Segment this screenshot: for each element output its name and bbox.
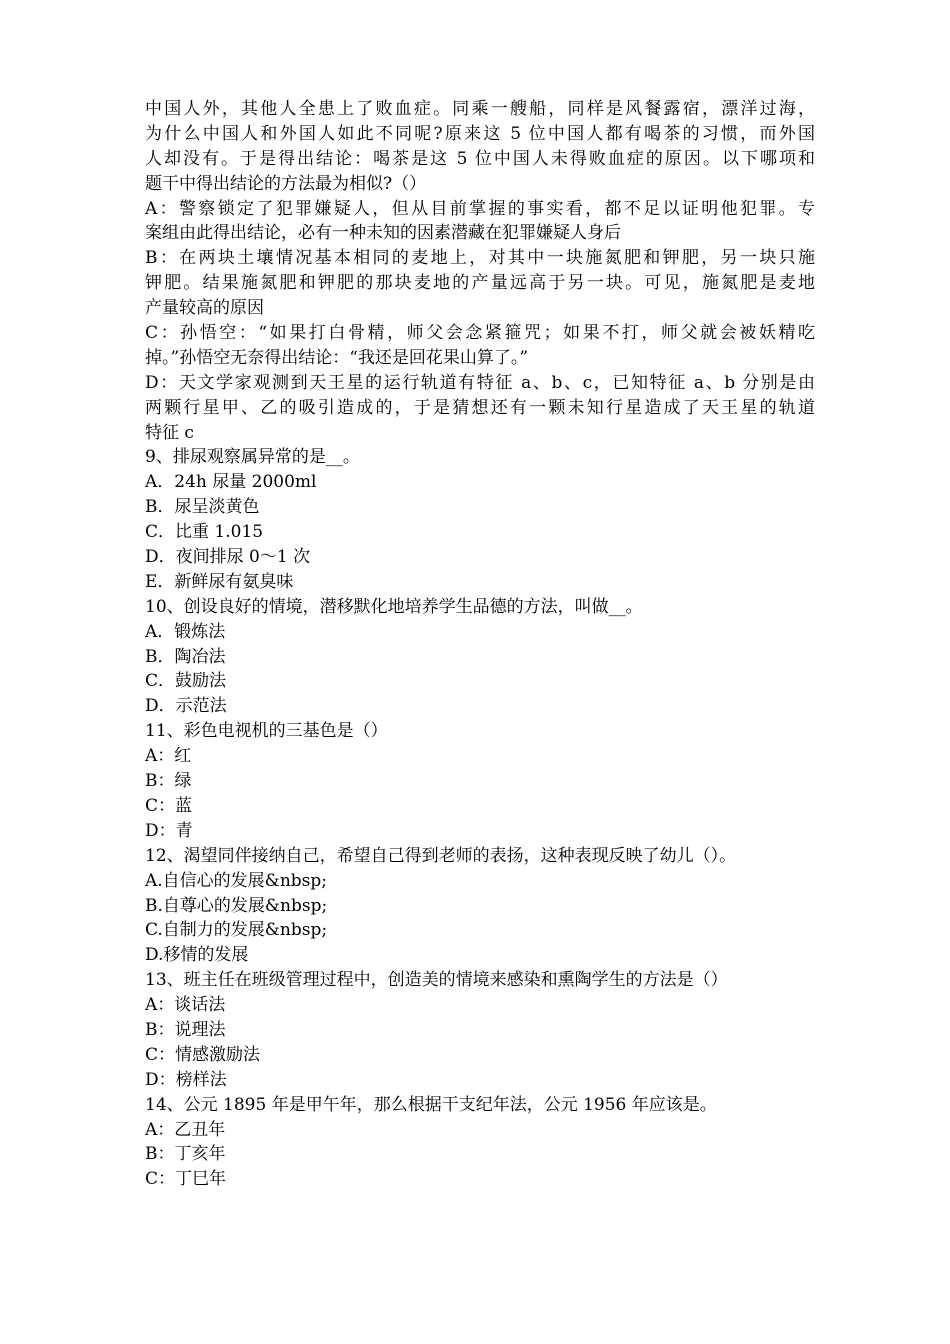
document-body — [145, 97, 815, 1192]
text-line: 产量较高的原因 — [145, 298, 264, 319]
text-line: 14、公元 1895 年是甲午年，那么根据干支纪年法，公元 1956 年应该是。 — [145, 1094, 717, 1115]
text-line: 特征 c — [145, 422, 194, 443]
text-line: C.自制力的发展&nbsp; — [145, 920, 328, 941]
text-line: B．陶冶法 — [145, 646, 226, 667]
text-line: A：谈话法 — [145, 995, 226, 1016]
text-line: B：绿 — [145, 771, 192, 792]
text-line: 中国人外，其他人全患上了败血症。同乘一艘船，同样是风餐露宿，漂洋过海， — [145, 99, 815, 119]
text-line: C：丁巳年 — [145, 1169, 227, 1190]
text-line: 案组由此得出结论，必有一种未知的因素潜藏在犯罪嫌疑人身后 — [145, 223, 621, 244]
text-line: D．示范法 — [145, 696, 227, 717]
text-line: B：丁亥年 — [145, 1144, 226, 1165]
text-line: C．鼓励法 — [145, 671, 227, 692]
text-line: D：榜样法 — [145, 1069, 227, 1090]
text-line: E．新鲜尿有氨臭味 — [145, 571, 294, 592]
text-line: A：警察锁定了犯罪嫌疑人，但从目前掌握的事实看，都不足以证明他犯罪。专 — [145, 198, 815, 219]
text-line: A．24h 尿量 2000ml — [145, 472, 317, 493]
text-line: C．比重 1.015 — [145, 522, 264, 543]
text-line: A：红 — [145, 746, 192, 767]
text-line: A：乙丑年 — [145, 1119, 226, 1140]
text-line: 12、渴望同伴接纳自己，希望自己得到老师的表扬，这种表现反映了幼儿（）。 — [145, 845, 737, 866]
text-line: C：情感激励法 — [145, 1044, 261, 1065]
text-line: 钾肥。结果施氮肥和钾肥的那块麦地的产量远高于另一块。可见，施氮肥是麦地 — [145, 273, 815, 294]
text-line: 9、排尿观察属异常的是__。 — [145, 447, 360, 468]
text-line: D．夜间排尿 0～1 次 — [145, 547, 311, 568]
text-line: 题干中得出结论的方法最为相似?（） — [145, 173, 427, 194]
text-line: 13、班主任在班级管理过程中，创造美的情境来感染和熏陶学生的方法是（） — [145, 970, 728, 991]
text-line: B：说理法 — [145, 1019, 226, 1040]
text-line: C：蓝 — [145, 795, 193, 816]
text-line: A.自信心的发展&nbsp; — [145, 870, 327, 891]
text-line: C：孙悟空：“如果打白骨精，师父会念紧箍咒；如果不打，师父就会被妖精吃 — [145, 323, 815, 344]
text-line: B.自尊心的发展&nbsp; — [145, 895, 328, 916]
text-line: D：天文学家观测到天王星的运行轨道有特征 a、b、c，已知特征 a、b 分别是由 — [145, 372, 815, 393]
text-line: A．锻炼法 — [145, 621, 226, 642]
text-line: B：在两块土壤情况基本相同的麦地上，对其中一块施氮肥和钾肥，另一块只施 — [145, 248, 815, 269]
text-line: 两颗行星甲、乙的吸引造成的，于是猜想还有一颗未知行星造成了天王星的轨道 — [145, 397, 815, 418]
text-line: D.移情的发展 — [145, 945, 249, 966]
text-line: 10、创设良好的情境，潜移默化地培养学生品德的方法，叫做__。 — [145, 596, 643, 617]
text-line: 掉。”孙悟空无奈得出结论：“我还是回花果山算了。” — [145, 347, 529, 368]
text-line: 为什么中国人和外国人如此不同呢?原来这 5 位中国人都有喝茶的习惯，而外国 — [145, 123, 815, 144]
text-line: B．尿呈淡黄色 — [145, 497, 260, 518]
text-line: D：青 — [145, 820, 193, 841]
text-line: 11、彩色电视机的三基色是（） — [145, 721, 388, 742]
text-line: 人却没有。于是得出结论：喝茶是这 5 位中国人未得败血症的原因。以下哪项和 — [145, 148, 815, 169]
